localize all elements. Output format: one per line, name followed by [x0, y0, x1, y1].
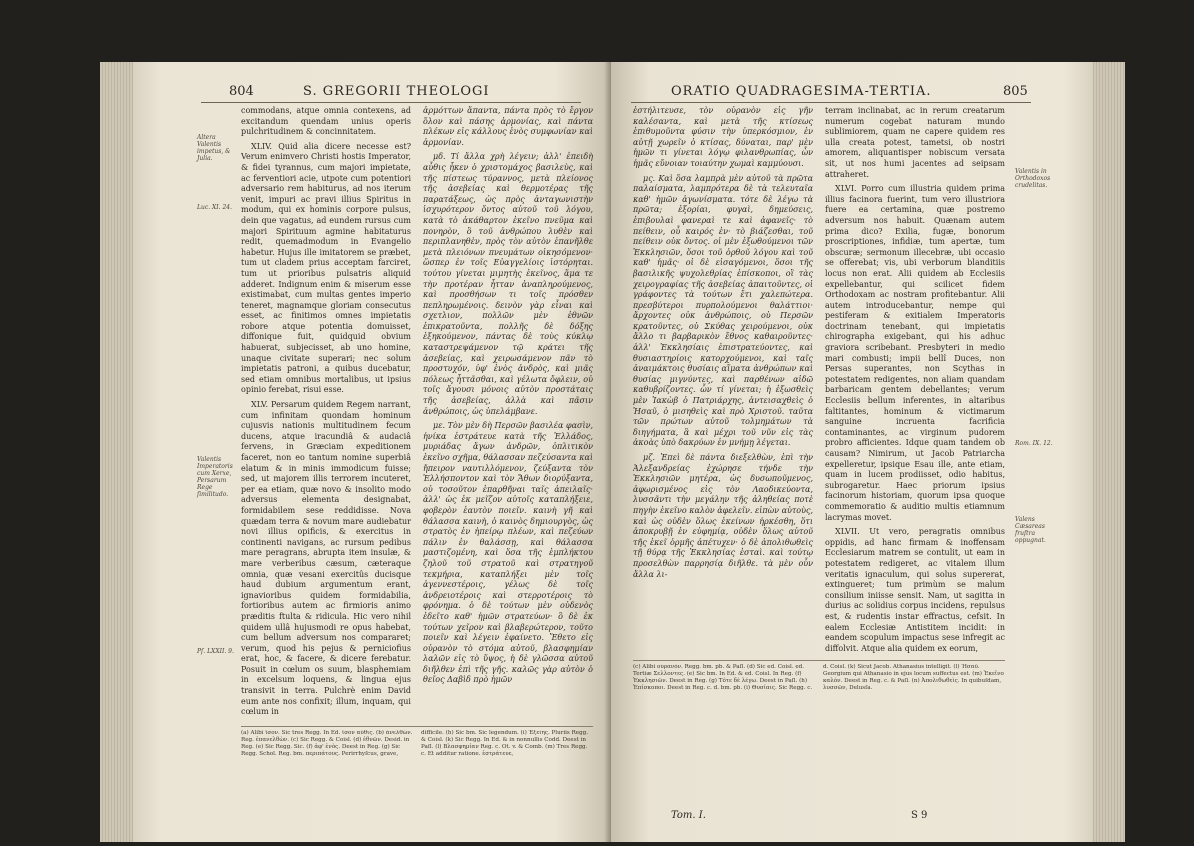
latin-section-xlvi: XLVI. Porro cum illustria quidem prima illius facinora fuerint, tum vero illustriora fuere ea certamina, quæ postremo adversum nos habuit. Quænam autem prima dico? Exilia, fugæ, bonorum proscriptiones, infidiæ, tum apertæ, tum obscuræ; sermonum illecebræ, ubi occasio se offerebat; vis, ubi verborum blanditiis locus non erat. Alii quidem ab Ecclesiis expellebantur, qui scilicet fidem Orthodoxam ac nostram profitebantur. Alii autem introducebantur, nempe qui pestiferam & exitialem Imperatoris doctrinam tenebant, qui impietatis chirographa exigebant, qui his adhuc graviora scribebant. Presbyteri in medio mari combusti; impii bellî Duces, non Persas superantes, non Scythas in potestatem redigentes, non aliam quandam barbaricam gentem debellantes; verum Ecclesiis bellum inferentes, in altaribus faltitantes, hominum & victimarum sanguine incruenta facrificia contaminantes, ac virginum pudorem probro afficientes. Idque quam tandem ob causam? Nimirum, ut Jacob Patriarcha expelleretur, ipsique Esau ille, ante etiam, quam in lucem prodiisset, odio habitus, subrogaretur. Haec priorum ipsius facinorum historiam, quorum ipsa quoque commemoratio & auditio multis etiamnum lacrymas movet.: [825, 184, 1005, 522]
left-running-head: S. GREGORII THEOLOGI: [303, 84, 490, 99]
right-footnote-rule: [633, 660, 1005, 661]
left-margin-note-1: Altera Valentis impetus, & Julia.: [197, 134, 231, 162]
right-header-rule: [631, 102, 1031, 103]
latin-section-xlvii: XLVII. Ut vero, peragratis omnibus oppidis, ad hanc firmam & inoffensam Ecclesiarum matrem se contulit, ut eam in potestatem redigeret, ac vitalem illum veritatis ignaculum, qui solus supererat, extingueret; tum primùm se malum consilium iniisse sensit. Nam, ut sagitta in durius ac solidius corpus incidens, repulsus est, & rudentis instar effractus, cefsit. In ealem Ecclesiæ Antistitem incidit: in eandem scopulum impactus sese infregit ac diffolvit. Atque alia quidem ex eorum,: [825, 527, 1005, 653]
left-page: [133, 62, 611, 842]
greek-section-45: με. Τὸν μὲν δὴ Περσῶν βασιλέα φασὶν, ἡνίκα ἐστράτευε κατὰ τῆς Ἑλλάδος, μυριάδας ἄγων ἀνδρῶν, ὁπλιτικὸν ἐκεῖνο σχῆμα, θάλασσαν πεζεύσαντα καὶ ἤπειρον ναυτιλλόμενον, ζεύξαντα τὸν Ἑλλήσποντον καὶ τὸν Ἄθων διορύξαντα, οὐ τοσοῦτον ἐπαρθῆναι ταῖς ἀπειλαῖς· ἀλλ' ὡς ἐκ μεῖζον αὐτοῖς καταπλήξειε, φοβερὸν ἑαυτὸν ποιεῖν. καινὴ γῆ καὶ θάλασσα καινὴ, ὁ καινὸς δημιουργὸς, ὡς στρατὸς ἐν ἠπείρῳ πλέων, καὶ πεζεύων πάλιν ἐν θαλάσσῃ, καὶ θάλασσα μαστιζομένη, καὶ ὅσα τῆς ἐμπλήκτου ζηλοῦ τοῦ στρατοῦ καὶ στρατηγοῦ τεκμήρια, καταπλήξει μὲν τοῖς ἀγεννεστέροις, γέλως δὲ τοῖς ἀνδρειοτέροις καὶ στερροτέροις τὸ φρόνημα. ὁ δὲ τούτων μὲν οὐδενὸς ἐδεῖτο καθ' ἡμῶν στρατεύων· ὃ δὲ ἐκ τούτων χεῖρον καὶ βλαβερώτερον, τοῦτο ποιεῖν καὶ λέγειν ἐφαίνετο. Ἔθετο εἰς οὐρανὸν τὸ στόμα αὐτοῦ, βλασφημίαν λαλῶν εἰς τὸ ὕψος, ἡ δὲ γλῶσσα αὐτοῦ διῆλθεν ἐπὶ τῆς γῆς. καλῶς γὰρ αὐτὸν ὁ θεῖος Δαβὶδ πρὸ ἡμῶν: [423, 421, 593, 685]
left-margin-note-2: Luc. XI. 24.: [197, 204, 233, 211]
right-latin-column: [825, 106, 1005, 656]
left-margin-note-3: Valentis Imperatoris cum Xerxe, Persarum Rege ſimilitudo.: [197, 456, 233, 498]
left-page-number: 804: [229, 84, 254, 99]
signature-mark: S 9: [911, 810, 928, 821]
right-margin-note-2: Rom. IX. 12.: [1015, 440, 1053, 447]
latin-section-xlv: XLV. Persarum quidem Regem narrant, cum infinitam quondam hominum cujusvis nationis multitudinem fecum ducens, atque iracundiâ & audaciâ fervens, in Græciam expeditionem faceret, non eo tantum nomine superbiâ elatum & in minis immodicum fuisse; sed, ut majorem illis terrorem incuteret, per ea etiam, quæ novo & insolito modo adversus elementa designabat, formidabilem sese reddidisse. Nova quædam terra & novum mare audiebatur novi illius opificis, & exercitus in continenti navigans, ac rursum pedibus mare peragrans, abrupta item insulæ, & mare verberibus cæsum, cæteraque omnia, quæ vesani exercitûs ducisque haud dubium argumentum erant, ignavioribus quidem formidabilia, fortioribus autem ac firmioris animo præditis ftulta & ridicula. Hic vero nihil quidem ullâ hujusmodi re opus habebat, cum bellum adversum nos compararet; verum, quod his pejus & perniciofius erat, hoc, & facere, & dicere ferebatur. Posuit in cœlum os suum, blasphemiam in excelsum loquens, & lingua ejus transivit in terra. Pulchrè enim David eum ante nos confixit; illum, inquam, qui cœlum in: [241, 400, 411, 717]
greek-section-47: μζ. Ἐπεὶ δὲ πάντα διεξελθὼν, ἐπὶ τὴν Ἀλεξανδρείας ἐχώρησε τήνδε τὴν Ἐκκλησιῶν μητέρα, ὡς δυσωποῦμενος, ἀφωρισμένος εἰς τὸν Λαοδικεύοντα, λυσσᾶντι τὴν μεγάλην τῆς ἀληθείας ποτὲ πηγὴν ἐκεῖνο καλὸν ἀφελεῖν. εἰπὼν αὐτοὺς, καὶ ὡς οὐδὲν ὅλως ἐκείνων ἠρκέσθη, ὅτι ἀποκρυβῇ ἐν εὐφημίᾳ, οὐδὲν ὅλως αὐτοῦ τῆς ἐκεῖ ὁρμῆς ἀπέτυχεν· ὁ δὲ ἀπολιθωθεὶς τῇ θύρᾳ τῆς Ἐκκλησίας ἐσταὶ. καὶ τούτῳ προσελθὼν παρρησίᾳ διῆλθε. τὰ μὲν οὖν ἄλλα λι-: [633, 453, 813, 579]
left-margin-note-4: Pſ. LXXII. 9.: [197, 648, 234, 655]
right-margin-note-3: Valens Cæsareas fruſtra oppugnat.: [1015, 516, 1046, 544]
greek-paragraph: ἐστήλιτευσε, τὸν οὐρανὸν εἰς γῆν καλέσαντα, καὶ μετὰ τῆς κτίσεως ἐπιθυμοῦντα φύσιν τὴν ὑπερκόσμιον, ἐν αὐτῇ χωρεῖν ὁ κτίσας, δύναται, παρ' μὲν ἡμῶν τι γίνεται λόγῳ φιλανθρωπίας, ὧν ἡμᾶς εὔνοιαν τοιαύτην χωμαὶ καμμύουσι.: [633, 106, 813, 168]
left-greek-column: [423, 106, 593, 718]
right-page: [611, 62, 1093, 842]
right-footnotes: (c) Alibi οὐρανόν. Regg. bm. pb. & Paſl. (d) Sic ed. Coisl. ed. Tertiæ Σελλοντες. (e) Sic bm. In Ed. & ed. Coisl. In Reg. (f) Ἐκκλησιῶν. Deest in Reg. (g) Τότε δὲ λέγω. Deest in Paſl. (h) Ἐπίσκοποι. Deest in Reg. c. d. bm. pb. (i) Θυσίαις. Sic Regg. c. d. Coisl. (k) Sicut Jacob. Athanasius intelligit. (l) Ἠσαῦ. Georgium qui Athanasio in ejus locum suffectus est. (m) Ἐκεῖνο καλὸν. Deest in Reg. c. & Paſl. (n) Ἀπολιθωθεὶς. In quibuſdam, λυσσῶν, Delusſa.: [633, 664, 1004, 691]
greek-paragraph: ἁρμόττων ἅπαντα, πάντα πρὸς τὸ ἔργον ὅλον καὶ πάσης ἁρμονίας, καὶ πάντα πλέκων εἰς κάλλους ἑνὸς συμφωνίαν καὶ ἁρμονίαν.: [423, 106, 593, 147]
right-page-number: 805: [1003, 84, 1028, 99]
greek-section-44: μδ. Τί ἄλλα χρὴ λέγειν; ἀλλ' ἐπειδὴ αὖθις ἧκεν ὁ χριστομάχος βασιλεὺς, καὶ τῆς πίστεως τύραννος, μετὰ πλείονος τῆς ἀσεβείας καὶ θερμοτέρας τῆς παρατάξεως, ὡς πρὸς ἀνταγωνιστὴν ἰσχυρότερον ὄντος αὐτοῦ τοῦ λόγου, κατὰ τὸ ἀκάθαρτον ἐκεῖνο πνεῦμα καὶ πονηρὸν, ὃ τοῦ ἀνθρώπου λυθὲν καὶ περιπλανηθὲν, πρὸς τὸν αὐτὸν ἐπανῆλθε μετὰ πλειόνων πνευμάτων οἰκησόμενον· ὥσπερ ἐν τοῖς Εὐαγγελίοις ἱστόρηται. τούτου γίνεται μιμητὴς ἐκεῖνος, ἅμα τε τὴν προτέραν ἧτταν ἀναπληρούμενος, καὶ προσθήσων τι τοῖς πρόσθεν πεπληρωμένοις. δεινὸν γὰρ εἶναι καὶ σχετλιον, πολλῶν μὲν ἐθνῶν ἐπικρατοῦντα, πολλῆς δὲ δόξης ἐξηκούμενον, πάντας δὲ τοὺς κύκλῳ καταστρεψάμενον τῷ κράτει τῆς ἀσεβείας, καὶ χειρωσάμενον πᾶν τὸ προστυχόν, ὑφ' ἑνὸς ἀνδρὸς, καὶ μιᾶς πόλεως ἧττᾶσθαι, καὶ γέλωτα ὄφλειν, οὐ τοῖς ἄγουσι μόνοις αὐτὸν προστάταις τῆς ἀσεβείας, ἀλλὰ καὶ πᾶσιν ἀνθρώποις, ὡς ὑπελάμβανε.: [423, 152, 593, 416]
latin-section-xliv: XLIV. Quid alia dicere necesse est? Verum enimvero Christi hostis Imperator, & fidei tyrannus, cum majori impietate, ac ferventiori acie, utpote cum potentiori adversario rem habiturus, ad nos iterum venit, impuri ac pravi illius Spiritus in modum, qui ex hominis corpore pulsus, dein que vagatus, ad eundem rursus cum majori Spirituum agmine habitaturus redit, quemadmodum in Evangelio habetur. Hujus ille imitatorem se præbet, tum ut cladem prius acceptam farciret, tum ut prioribus pulsatris aliquid adderet. Indignum enim & miserum esse existimabat, cum multas gentes imperio teneret, magnamque gloriam consecutus esset, ac finitimos omnes impietatis robore atque potentia domuisset, diffonique fuit, quidquid obvium habuerat, subjecisset, ab uno homine, unaque civitate superari; nec solum impietatis patroni, a quibus ducebatur, sed etiam omnibus mortalibus, ut ipsius opinio ferebat, risui esse.: [241, 141, 411, 395]
right-margin-note-1: Valentis in Orthodoxos crudelitas.: [1015, 168, 1051, 189]
latin-paragraph: terram inclinabat, ac in rerum creatarum numerum cogebat naturam mundo sublimiorem, quam ne capere quidem res ulla creata potest, tametsi, ob nostri amorem, aliquantisper nobiscum versata sit, ut nos humi jacentes ad seipsam attraheret.: [825, 106, 1005, 179]
left-header-rule: [201, 102, 581, 103]
latin-paragraph: commodans, atque omnia contexens, ad excitandum quendam unius operis pulchritudinem & concinnitatem.: [241, 106, 411, 137]
right-running-head: ORATIO QUADRAGESIMA-TERTIA.: [671, 84, 932, 99]
left-footnote-rule: [241, 726, 593, 727]
left-footnotes: (a) Alibi ἴσον. Sic tres Regg. In Ed. ἴσον αὖθις. (b) ἀνελθὼν. Reg. ἐπανελθὼν. (c) Sic Regg. & Coisl. (d) ἐθνῶν. Desid. in Reg. (e) Sic Regg. Sic. (f) ἀφ' ἑνὸς. Deest in Reg. (g) Sic Regg. Schol. Reg. bm. περιπάτους. Perirrhyſcus, grave, difficile. (h) Sic bm. Sic legendum. (i) Ἐξείης. Pluriis Regg. & Coisl. (k) Sic Regg. In Ed. & in nonnullis Codd. Deest in Paſl. (l) Βλασφημίαν Reg. c. Ot. v. & Comb. (m) Tres Regg. c. Et additur ratione. ἐστράτευε,: [241, 730, 589, 757]
right-greek-column: [633, 106, 813, 656]
left-latin-column: [241, 106, 411, 718]
catchword: Tom. I.: [671, 810, 706, 821]
greek-section-46: μς. Καὶ ὅσα λαμπρὰ μὲν αὐτοῦ τὰ πρῶτα παλαίσματα, λαμπρότερα δὲ τὰ τελευταῖα καθ' ἡμῶν ἀγωνίσματα. τότε δὲ λέγω τὰ πρῶτα; ἐξορίαι, φυγαὶ, δημεύσεις, ἐπιβουλαὶ φανεραὶ τε καὶ ἀφανεῖς· τὸ πείθειν, οὗ καιρός ἐν· τὸ βιάζεσθαι, τοῦ πείθειν οὐκ ὄντος. οἱ μὲν ἐξωθούμενοι τῶν Ἐκκλησιῶν, ὅσοι τοῦ ὀρθοῦ λόγου καὶ τοῦ καθ' ἡμᾶς· οἱ δὲ εἰσαγόμενοι, ὅσοι τῆς βασιλικῆς ψυχολεθρίας ἐπίσκοποι, οἳ τὰς χειρογραφίας τῆς ἀσεβείας ἀπαιτοῦντες, οἱ γράφοντες τὰ τούτων ἔτι χαλεπώτερα. πρεσβύτεροι πυρπολούμενοι θαλάττιοι· ἄρχοντες οὐκ ἀνθρώποις, οὐ Περσῶν κρατοῦντες, οὐ Σκύθας χειρούμενοι, οὐκ ἄλλο τι βαρβαρικὸν ἔθνος καθαιροῦντες· ἀλλ' Ἐκκλησίαις ἐπιστρατεύοντες, καὶ θυσιαστηρίοις κατορχούμενοι, καὶ ταῖς ἀναιμάκτοις θυσίαις αἵματα ἀνθρώπων καὶ θυσίας μιγνύντες, καὶ παρθένων αἰδῶ καθυβρίζοντες. ὧν τί γίνεται; ἡ ἐξωσθεὶς μὲν Ἰακὼβ ὁ Πατριάρχης, ἀντεισαχθεὶς ὁ Ἠσαῦ, ὁ μισηθεὶς καὶ πρὸ Χριστοῦ. ταῦτα τῶν πρώτων αὐτοῦ τολμημάτων τὰ διηγήματα, ἃ καὶ μέχρι τοῦ νῦν εἰς τὰς ἀκοὰς ὑπὸ δακρύων ἐν μνήμῃ λέγεται.: [633, 173, 813, 448]
